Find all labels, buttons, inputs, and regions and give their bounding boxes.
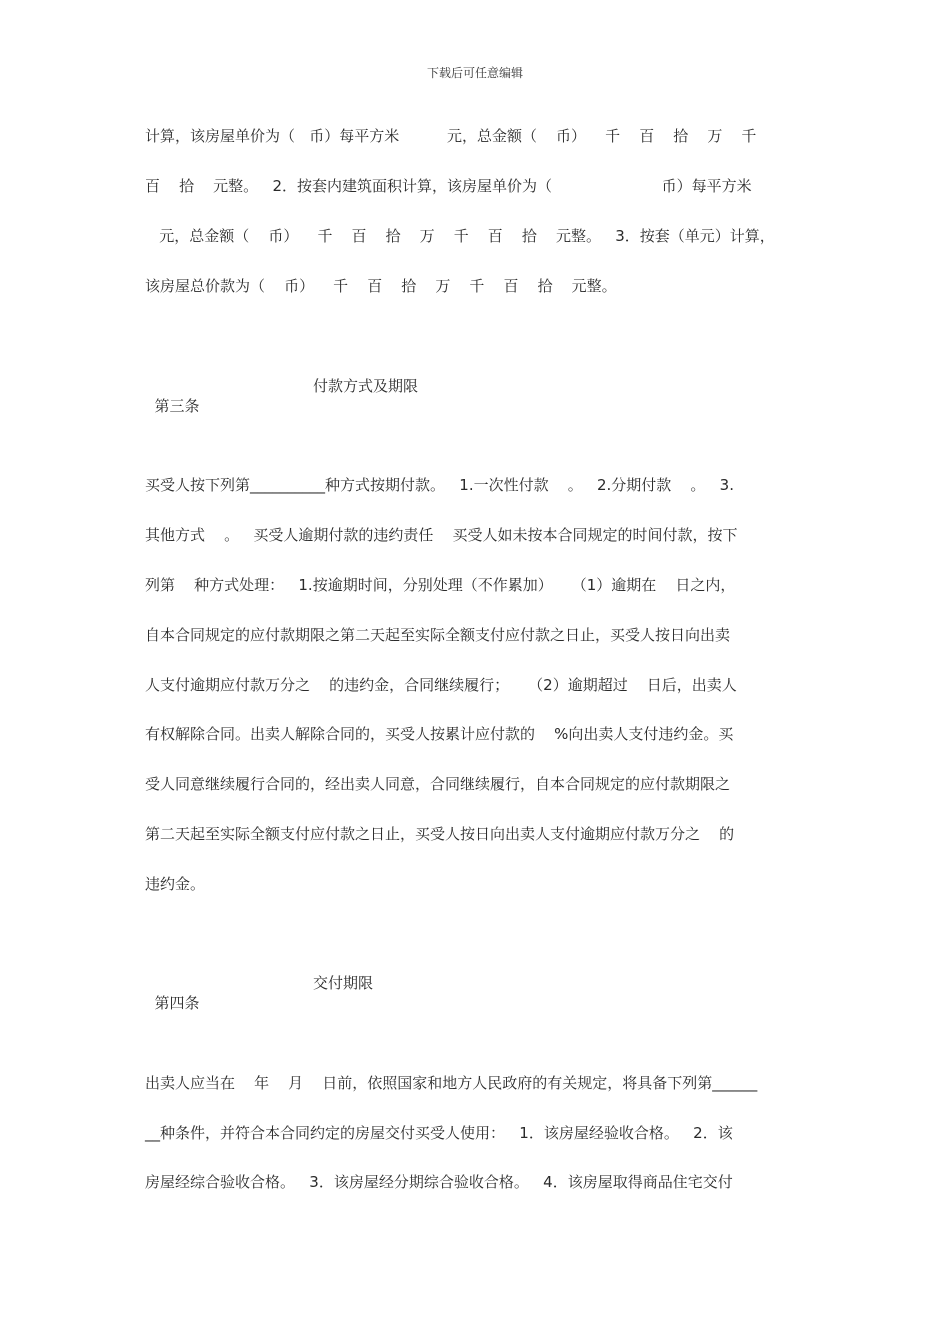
paragraph-line: 违约金。 xyxy=(145,875,206,893)
paragraph-line: 受人同意继续履行合同的，经出卖人同意，合同继续履行，自本合同规定的应付款期限之 xyxy=(145,775,731,793)
section-4-heading xyxy=(145,973,374,1033)
paragraph-line: 有权解除合同。出卖人解除合同的，买受人按累计应付款的 %向出卖人支付违约金。买 xyxy=(145,725,734,743)
paragraph-line: 计算，该房屋单价为（ 币）每平方米 元，总金额（ 币） 千 百 拾 万 千 xyxy=(145,127,757,145)
section-3-number: 第三条 xyxy=(154,397,200,415)
paragraph-line: 元，总金额（ 币） 千 百 拾 万 千 百 拾 元整。 3．按套（单元）计算， xyxy=(145,227,775,245)
paragraph-line: 人支付逾期应付款万分之 的违约金，合同继续履行； （2）逾期超过 日后，出卖人 xyxy=(145,676,737,694)
paragraph-line: 房屋经综合验收合格。 3．该房屋经分期综合验收合格。 4．该房屋取得商品住宅交付 xyxy=(145,1173,733,1191)
paragraph-line: __种条件，并符合本合同约定的房屋交付买受人使用： 1．该房屋经验收合格。 2．该 xyxy=(145,1124,733,1142)
paragraph-line: 出卖人应当在 年 月 日前，依照国家和地方人民政府的有关规定，将具备下列第______ xyxy=(145,1074,758,1092)
paragraph-line: 列第 种方式处理： 1.按逾期时间，分别处理（不作累加） （1）逾期在 日之内， xyxy=(145,576,736,594)
section-4-number: 第四条 xyxy=(154,994,200,1012)
section-3-heading xyxy=(145,376,419,436)
paragraph-line: 百 拾 元整。 2．按套内建筑面积计算，该房屋单价为（ 币）每平方米 xyxy=(145,177,752,195)
paragraph-line: 买受人按下列第__________种方式按期付款。 1.一次性付款 。 2.分期付款 。 3. xyxy=(145,476,734,494)
paragraph-line: 该房屋总价款为（ 币） 千 百 拾 万 千 百 拾 元整。 xyxy=(145,277,617,295)
paragraph-line: 第二天起至实际全额支付应付款之日止，买受人按日向出卖人支付逾期应付款万分之 的 xyxy=(145,825,735,843)
section-4-title: 交付期限 xyxy=(313,974,374,992)
section-3-title: 付款方式及期限 xyxy=(313,377,419,395)
page-header-note: 下载后可任意编辑 xyxy=(426,66,523,80)
paragraph-line: 自本合同规定的应付款期限之第二天起至实际全额支付应付款之日止，买受人按日向出卖 xyxy=(145,626,731,644)
paragraph-line: 其他方式 。 买受人逾期付款的违约责任 买受人如未按本合同规定的时间付款，按下 xyxy=(145,526,738,544)
